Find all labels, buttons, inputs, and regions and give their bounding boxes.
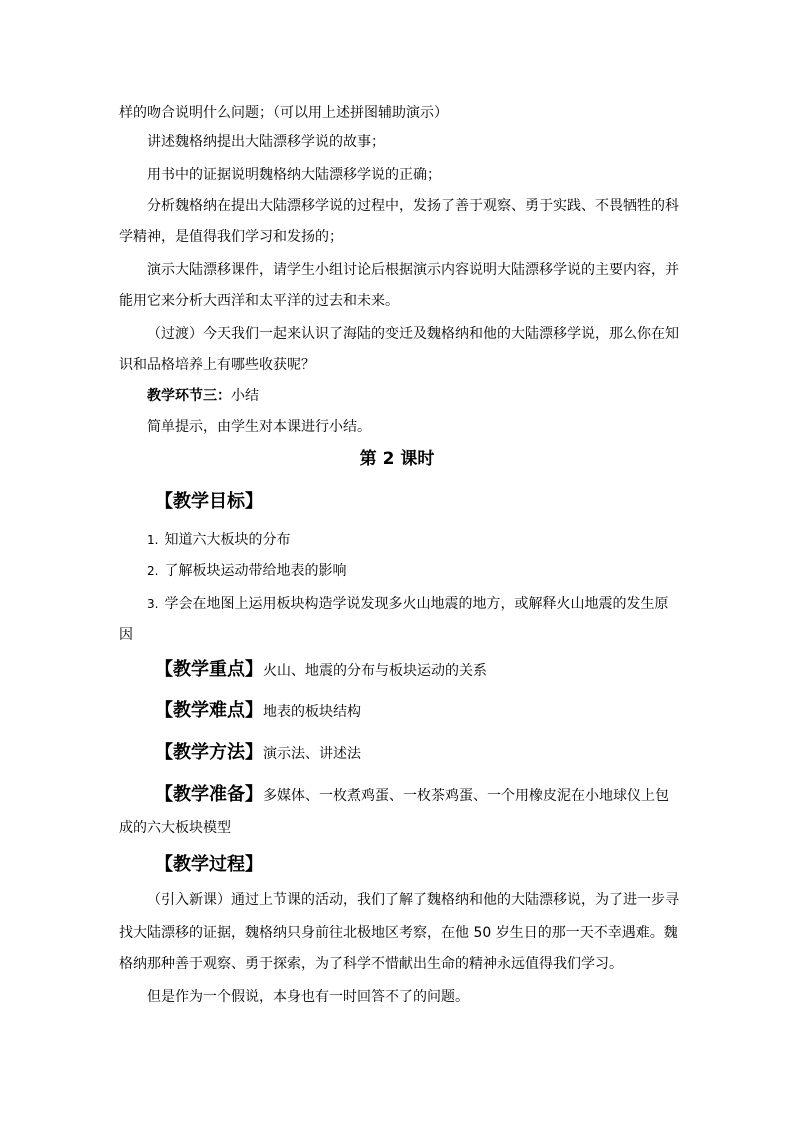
paragraph-line: 能用它来分析大西洋和太平洋的过去和未来。 xyxy=(119,293,399,309)
goal-text: 了解板块运动带给地表的影响 xyxy=(164,563,347,579)
method-text: 演示法、讲述法 xyxy=(263,746,361,762)
process-line: 找大陆漂移的证据，魏格纳只身前往北极地区考察，在他 50 岁生日的那一天不幸遇难。魏 xyxy=(119,925,678,941)
prep-continued: 成的六大板块模型 xyxy=(119,820,231,836)
prep-line xyxy=(155,783,669,808)
goals-heading: 【教学目标】 xyxy=(155,491,263,512)
prep-text: 多媒体、一枚煮鸡蛋、一枚茶鸡蛋、一个用橡皮泥在小地球仪上包 xyxy=(263,788,669,804)
paragraph-line: 演示大陆漂移课件，请学生小组讨论后根据演示内容说明大陆漂移学说的主要内容，并 xyxy=(147,262,679,278)
process-line: 但是作为一个假说，本身也有一时回答不了的问题。 xyxy=(147,989,469,1005)
section-3-line xyxy=(147,386,259,406)
goal-number: 3. xyxy=(147,597,159,611)
key-point-line xyxy=(155,658,487,683)
process-line: （引入新课）通过上节课的活动，我们了解了魏格纳和他的大陆漂移说，为了进一步寻 xyxy=(147,892,679,908)
paragraph-line: （过渡）今天我们一起来认识了海陆的变迁及魏格纳和他的大陆漂移学说，那么你在知 xyxy=(147,326,679,342)
process-heading: 【教学过程】 xyxy=(155,854,263,875)
section-3-text: 小结 xyxy=(231,388,259,404)
key-point-text: 火山、地震的分布与板块运动的关系 xyxy=(263,663,487,679)
paragraph-line: 用书中的证据说明魏格纳大陆漂移学说的正确； xyxy=(147,167,441,183)
difficulty-text: 地表的板块结构 xyxy=(263,704,361,720)
paragraph-line: 学精神，是值得我们学习和发扬的； xyxy=(119,229,343,245)
goal-item xyxy=(147,530,290,550)
method-line xyxy=(155,741,361,766)
difficulty-line xyxy=(155,699,361,724)
goal-number: 1. xyxy=(147,533,159,547)
prep-heading: 【教学准备】 xyxy=(155,784,263,805)
process-line: 格纳那种善于观察、勇于探索，为了科学不惜献出生命的精神永远值得我们学习。 xyxy=(119,956,623,972)
section-3-label: 教学环节三： xyxy=(147,388,231,404)
goal-item-continued: 因 xyxy=(119,627,133,643)
paragraph-line: 样的吻合说明什么问题；（可以用上述拼图辅助演示） xyxy=(119,105,448,121)
goal-text: 知道六大板块的分布 xyxy=(164,532,291,548)
key-point-heading: 【教学重点】 xyxy=(155,659,263,680)
goal-item xyxy=(147,594,668,614)
goal-number: 2. xyxy=(147,564,159,578)
summary-line: 简单提示，由学生对本课进行小结。 xyxy=(147,419,371,435)
goal-text: 学会在地图上运用板块构造学说发现多火山地震的地方，或解释火山地震的发生原 xyxy=(164,596,669,612)
difficulty-heading: 【教学难点】 xyxy=(155,700,263,721)
method-heading: 【教学方法】 xyxy=(155,742,263,763)
paragraph-line: 识和品格培养上有哪些收获呢？ xyxy=(119,357,315,373)
lesson-title: 第 2 课时 xyxy=(359,449,435,469)
goal-item xyxy=(147,561,346,581)
paragraph-line: 分析魏格纳在提出大陆漂移学说的过程中，发扬了善于观察、勇于实践、不畏牺牲的科 xyxy=(147,198,679,214)
paragraph-line: 讲述魏格纳提出大陆漂移学说的故事； xyxy=(147,134,385,150)
